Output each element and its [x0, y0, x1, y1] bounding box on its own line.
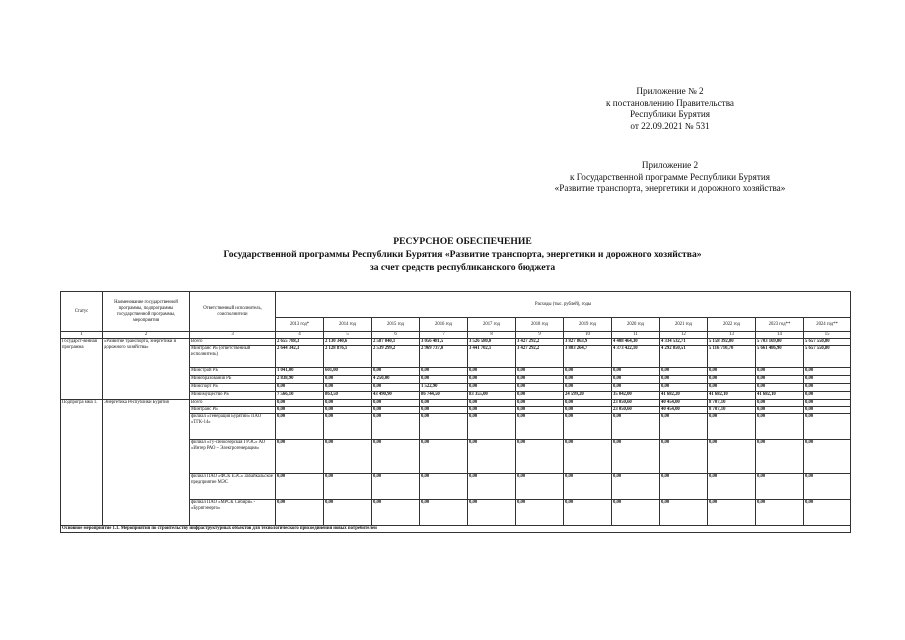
- cell-value: 0,00: [804, 400, 851, 407]
- cell-value: 0,00: [564, 407, 612, 414]
- cell-value: 0,00: [564, 384, 612, 392]
- cell-value: 86 744,50: [420, 392, 468, 400]
- cell-value: 0,00: [564, 474, 612, 500]
- cell-value: 0,00: [324, 440, 372, 474]
- cell-value: 0,00: [612, 368, 660, 376]
- cell-value: 0,00: [804, 407, 851, 414]
- cell-value: 0,00: [564, 440, 612, 474]
- cell-value: 0,00: [276, 384, 324, 392]
- cell-value: 0,00: [468, 407, 516, 414]
- cell-value: 0,00: [372, 440, 420, 474]
- cell-value: 0,00: [372, 474, 420, 500]
- column-number: 1: [61, 332, 103, 339]
- cell-value: 4 292 850,51: [660, 346, 708, 368]
- table-row: [61, 400, 851, 407]
- cell-value: 5 661 486,90: [756, 346, 804, 368]
- footer-row: [61, 526, 851, 533]
- cell-value: 4 334 532,71: [660, 339, 708, 346]
- year-header: 2020 год: [612, 318, 660, 332]
- cell-value: 0,00: [276, 500, 324, 526]
- cell-executor: Минспорт РБ: [190, 384, 276, 392]
- cell-value: 0,00: [660, 368, 708, 376]
- cell-value: 2 587 040,1: [372, 339, 420, 346]
- cell-value: 5 657 550,80: [804, 346, 851, 368]
- cell-value: 8 707,10: [708, 407, 756, 414]
- cell-value: 7 566,10: [276, 392, 324, 400]
- cell-executor: Всего: [190, 339, 276, 346]
- cell-value: 0,00: [516, 368, 564, 376]
- footer-measure-text: Основное мероприятие 1.1. Мероприятия по строительству инфраструктурных объектов для технологического присоединения новых потребителей: [61, 526, 851, 533]
- cell-value: 0,00: [468, 384, 516, 392]
- cell-value: 863,50: [324, 392, 372, 400]
- cell-value: 0,00: [372, 407, 420, 414]
- cell-executor: Минимущество РБ: [190, 392, 276, 400]
- cell-value: 0,00: [804, 392, 851, 400]
- column-number: 13: [708, 332, 756, 339]
- cell-value: 0,00: [276, 407, 324, 414]
- cell-value: 0,00: [468, 474, 516, 500]
- cell-executor: Минтранс РБ (ответственный исполнитель): [190, 346, 276, 368]
- cell-executor: филиал «Гу-синоозерская ГРЭС» АО «Интер РАО – Электрогенерация»: [190, 440, 276, 474]
- cell-value: 0,00: [564, 376, 612, 384]
- cell-value: 5 703 169,00: [756, 339, 804, 346]
- header-executor: Ответственный исполнитель, соисполнители: [190, 292, 276, 332]
- cell-value: 4 250,00: [372, 376, 420, 384]
- cell-value: 0,00: [756, 376, 804, 384]
- cell-value: 0,00: [660, 414, 708, 440]
- header-expenses: Расходы (тыс. рублей), годы: [276, 292, 851, 318]
- cell-executor: филиал «Генерация Бурятии» ПАО «ТГК-14»: [190, 414, 276, 440]
- cell-value: 0,00: [756, 500, 804, 526]
- cell-value: 0,00: [612, 414, 660, 440]
- cell-value: 0,00: [516, 414, 564, 440]
- cell-value: 0,00: [804, 500, 851, 526]
- cell-value: 0,00: [804, 368, 851, 376]
- cell-value: 41 682,10: [708, 392, 756, 400]
- year-header: 2015 год: [372, 318, 420, 332]
- cell-value: 43 490,90: [372, 392, 420, 400]
- cell-value: 0,00: [708, 384, 756, 392]
- cell-value: 0,00: [756, 368, 804, 376]
- cell-value: 5 116 710,70: [708, 346, 756, 368]
- cell-value: 23 050,60: [612, 407, 660, 414]
- cell-name: «Развитие транспорта, энергетики и дорожного хозяйства»: [103, 339, 190, 400]
- cell-value: 2 655 788,3: [276, 339, 324, 346]
- cell-value: 0,00: [516, 407, 564, 414]
- appendix-decree-line: Республики Бурятия: [629, 109, 710, 120]
- cell-value: 0,00: [660, 376, 708, 384]
- cell-value: 35 042,00: [612, 392, 660, 400]
- cell-value: 2 130 340,6: [324, 339, 372, 346]
- cell-value: 0,00: [420, 414, 468, 440]
- cell-value: 1 041,00: [276, 368, 324, 376]
- cell-value: 2 539 299,2: [372, 346, 420, 368]
- cell-value: 1 522,90: [420, 384, 468, 392]
- column-number: 15: [804, 332, 851, 339]
- cell-value: 0,00: [324, 376, 372, 384]
- cell-value: 0,00: [276, 400, 324, 407]
- cell-value: 3 526 580,0: [468, 339, 516, 346]
- cell-value: 0,00: [324, 400, 372, 407]
- appendix-program-line: «Развитие транспорта, энергетики и дорожного хозяйства»: [554, 183, 786, 194]
- cell-value: 0,00: [660, 384, 708, 392]
- cell-value: 0,00: [516, 440, 564, 474]
- cell-value: 40 454,00: [660, 400, 708, 407]
- cell-value: 0,00: [564, 400, 612, 407]
- cell-name: Энергетика Республики Бурятия: [103, 400, 190, 526]
- year-header: 2014 год: [324, 318, 372, 332]
- column-number: 14: [756, 332, 804, 339]
- cell-value: 0,00: [756, 400, 804, 407]
- cell-value: 8 707,10: [708, 400, 756, 407]
- cell-value: 2 644 342,3: [276, 346, 324, 368]
- cell-value: 2 128 876,1: [324, 346, 372, 368]
- cell-executor: филиал ПАО «МРСК Сибири» - «Бурятэнерго»: [190, 500, 276, 526]
- column-number: 6: [372, 332, 420, 339]
- column-number: 12: [660, 332, 708, 339]
- cell-value: 4 373 422,10: [612, 346, 660, 368]
- column-number: 4: [276, 332, 324, 339]
- cell-value: 41 682,20: [660, 392, 708, 400]
- cell-value: 83 355,00: [468, 392, 516, 400]
- cell-executor: филиал ПАО «ФСК ЕЭС» Забайкальское предприятие МЭС: [190, 474, 276, 500]
- cell-value: 41 682,10: [756, 392, 804, 400]
- cell-value: 0,00: [420, 474, 468, 500]
- cell-value: 0,00: [756, 440, 804, 474]
- document-title: [0, 236, 905, 274]
- column-number: 2: [103, 332, 190, 339]
- cell-value: 23 050,60: [612, 400, 660, 407]
- cell-value: 0,00: [324, 384, 372, 392]
- cell-value: 5 158 392,80: [708, 339, 756, 346]
- cell-value: 0,00: [468, 376, 516, 384]
- cell-value: 0,00: [756, 414, 804, 440]
- cell-value: 0,00: [516, 376, 564, 384]
- cell-value: 0,00: [468, 400, 516, 407]
- cell-status: Подпрогра мма 1.: [61, 400, 103, 526]
- cell-value: 3 827 863,9: [564, 339, 612, 346]
- cell-value: 3 441 702,1: [468, 346, 516, 368]
- cell-value: 0,00: [708, 500, 756, 526]
- cell-value: 0,00: [420, 407, 468, 414]
- cell-value: 0,00: [564, 414, 612, 440]
- cell-value: 0,00: [276, 474, 324, 500]
- cell-value: 0,00: [804, 474, 851, 500]
- column-number: 11: [612, 332, 660, 339]
- cell-value: 0,00: [804, 384, 851, 392]
- cell-value: 0,00: [276, 440, 324, 474]
- cell-value: 601,00: [324, 368, 372, 376]
- year-header: 2024 год**: [804, 318, 851, 332]
- cell-value: 0,00: [372, 414, 420, 440]
- cell-value: 0,00: [804, 440, 851, 474]
- cell-value: 0,00: [660, 500, 708, 526]
- header-status: Статус: [61, 292, 103, 332]
- cell-executor: Минстрой РБ: [190, 368, 276, 376]
- cell-value: 3 056 481,5: [420, 339, 468, 346]
- table-body: [61, 339, 851, 533]
- cell-value: 0,00: [708, 440, 756, 474]
- year-header: 2013 год*: [276, 318, 324, 332]
- cell-value: 0,00: [612, 384, 660, 392]
- cell-value: 0,00: [516, 384, 564, 392]
- cell-value: 0,00: [708, 368, 756, 376]
- cell-value: 0,00: [420, 400, 468, 407]
- appendix-decree-line: Приложение № 2: [636, 86, 704, 96]
- cell-value: 2 838,90: [276, 376, 324, 384]
- cell-value: 0,00: [468, 414, 516, 440]
- cell-value: 0,00: [804, 414, 851, 440]
- cell-executor: Минобразования РБ: [190, 376, 276, 384]
- cell-value: 0,00: [372, 400, 420, 407]
- title-program: Государственной программы Республики Бурятия «Развитие транспорта, энергетики и дорожного хозяйства»: [223, 248, 702, 260]
- cell-value: 0,00: [612, 440, 660, 474]
- table-header: [61, 292, 851, 339]
- year-header: 2017 год: [468, 318, 516, 332]
- cell-value: 0,00: [516, 500, 564, 526]
- cell-value: 0,00: [708, 414, 756, 440]
- year-header: 2018 год: [516, 318, 564, 332]
- cell-value: 0,00: [660, 440, 708, 474]
- cell-value: 3 427 292,2: [516, 339, 564, 346]
- column-numbers-row: [61, 332, 851, 339]
- cell-value: 0,00: [324, 474, 372, 500]
- title-budget: за счет средств республиканского бюджета: [369, 261, 556, 273]
- column-number: 7: [420, 332, 468, 339]
- header-name: Наименование государственной программы, подпрограммы государственной программы, мероприятия: [103, 292, 190, 332]
- cell-value: 0,00: [708, 376, 756, 384]
- cell-value: 0,00: [468, 368, 516, 376]
- appendix-decree-block: [500, 86, 840, 132]
- cell-value: 3 803 264,7: [564, 346, 612, 368]
- cell-value: 0,00: [324, 414, 372, 440]
- cell-value: 0,00: [372, 500, 420, 526]
- cell-value: 0,00: [708, 474, 756, 500]
- cell-value: 0,00: [468, 440, 516, 474]
- year-header: 2021 год: [660, 318, 708, 332]
- cell-value: 0,00: [804, 376, 851, 384]
- cell-value: 0,00: [564, 500, 612, 526]
- cell-value: 24 599,20: [564, 392, 612, 400]
- column-number: 10: [564, 332, 612, 339]
- year-header: 2023 год**: [756, 318, 804, 332]
- table-row: [61, 339, 851, 346]
- cell-value: 0,00: [756, 474, 804, 500]
- cell-value: 0,00: [324, 407, 372, 414]
- appendix-program-block: [500, 160, 840, 195]
- cell-value: 0,00: [468, 500, 516, 526]
- column-number: 5: [324, 332, 372, 339]
- cell-status: Государст-венная программа: [61, 339, 103, 400]
- cell-value: 0,00: [372, 384, 420, 392]
- cell-value: 40 454,00: [660, 407, 708, 414]
- cell-value: 0,00: [420, 500, 468, 526]
- cell-value: 0,00: [276, 414, 324, 440]
- column-number: 3: [190, 332, 276, 339]
- column-number: 8: [468, 332, 516, 339]
- year-header: 2022 год: [708, 318, 756, 332]
- cell-value: 0,00: [564, 368, 612, 376]
- cell-executor: Всего: [190, 400, 276, 407]
- cell-value: 0,00: [420, 368, 468, 376]
- cell-value: 0,00: [420, 440, 468, 474]
- appendix-decree-line: к постановлению Правительства: [606, 97, 734, 108]
- cell-executor: Минтранс РБ: [190, 407, 276, 414]
- cell-value: 0,00: [372, 368, 420, 376]
- cell-value: 0,00: [756, 407, 804, 414]
- cell-value: 0,00: [612, 376, 660, 384]
- year-header: 2016 год: [420, 318, 468, 332]
- resource-table: [60, 291, 851, 533]
- year-header: 2019 год: [564, 318, 612, 332]
- cell-value: 2 969 737,0: [420, 346, 468, 368]
- cell-value: 4 408 464,30: [612, 339, 660, 346]
- column-number: 9: [516, 332, 564, 339]
- cell-value: 5 657 550,80: [804, 339, 851, 346]
- cell-value: 3 427 292,2: [516, 346, 564, 368]
- cell-value: 0,00: [324, 500, 372, 526]
- cell-value: 0,00: [660, 474, 708, 500]
- appendix-program-line: Приложение 2: [641, 160, 699, 170]
- cell-value: 0,00: [612, 500, 660, 526]
- appendix-program-line: к Государственной программе Республики Бурятия: [569, 171, 771, 182]
- cell-value: 0,00: [516, 392, 564, 400]
- cell-value: 0,00: [516, 474, 564, 500]
- title-main: РЕСУРСНОЕ ОБЕСПЕЧЕНИЕ: [393, 236, 532, 247]
- appendix-decree-line: от 22.09.2021 № 531: [630, 120, 710, 131]
- cell-value: 0,00: [612, 474, 660, 500]
- cell-value: 0,00: [756, 384, 804, 392]
- cell-value: 0,00: [420, 376, 468, 384]
- cell-value: 0,00: [516, 400, 564, 407]
